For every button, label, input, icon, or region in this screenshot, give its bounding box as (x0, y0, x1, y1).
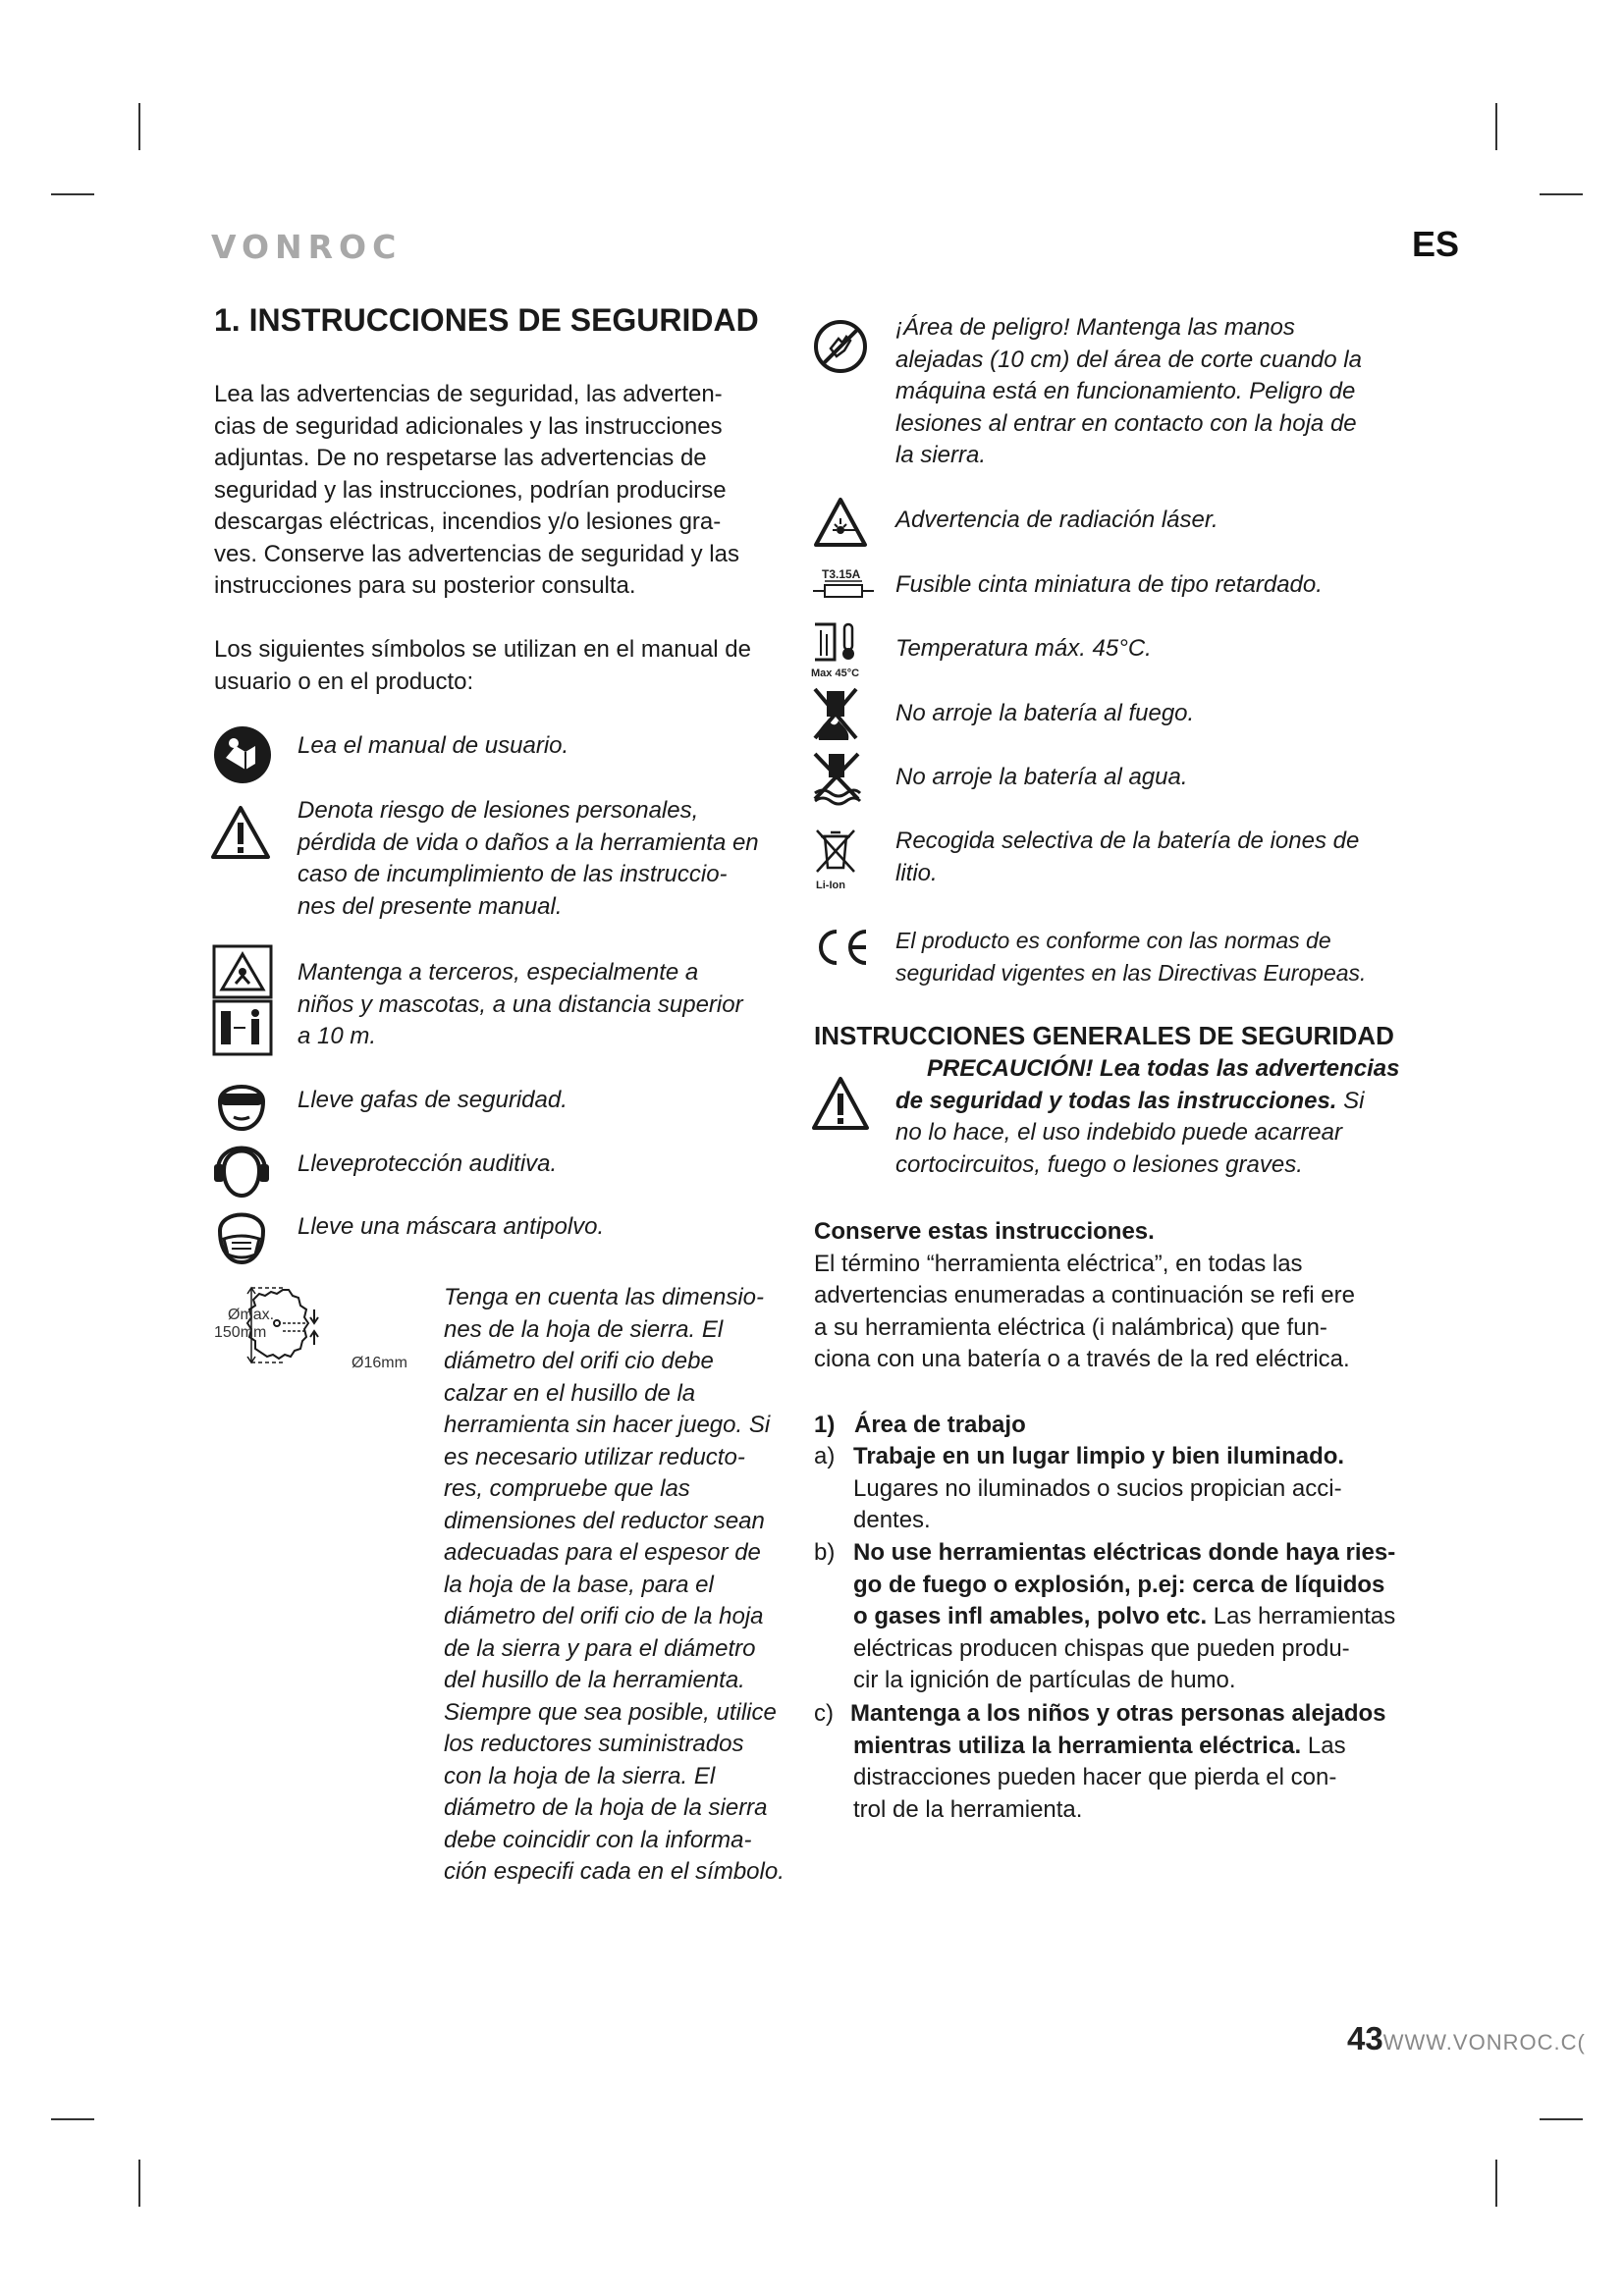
max-temperature-icon (811, 620, 866, 667)
crop-mark (1495, 103, 1497, 150)
weee-bin-icon (813, 827, 858, 876)
general-safety-title: INSTRUCCIONES GENERALES DE SEGURIDAD (814, 1021, 1394, 1050)
page-footer (1347, 2020, 1586, 2057)
item-label: a) (814, 1443, 836, 1469)
symbol-text: No arroje la batería al fuego. (895, 700, 1195, 726)
crop-mark (138, 2160, 140, 2207)
crop-mark (51, 193, 94, 195)
symbol-text: Lea el manual de usuario. (298, 732, 569, 759)
intro-paragraph: Lea las advertencias de seguridad, las adverten- cias de seguridad adicionales y las instrucciones adjuntas. De no respetarse las advertencias de seguridad y las instrucciones, podrían producirse descargas eléctricas, incendios y/o lesiones gra- ves. Conserve las advertencias de seguridad y las instrucciones para su posterior consulta. (214, 381, 739, 599)
keep-distance-icon (212, 944, 273, 1056)
item-label: b) (814, 1539, 836, 1566)
symbol-text: El producto es conforme con las normas de seguridad vigentes en las Directivas Europeas. (895, 928, 1367, 986)
temp-label: Max 45°C (811, 667, 860, 679)
section-heading: Área de trabajo (854, 1412, 1026, 1438)
warning-triangle-icon (210, 805, 271, 860)
caution-text: PRECAUCIÓN! Lea todas las advertencias de seguridad y todas las instrucciones. Si no lo hace, el uso indebido puede acarrear cortocircuitos, fuego o lesiones graves. (895, 1055, 1400, 1178)
section-title: 1. INSTRUCCIONES DE SEGURIDAD (214, 302, 759, 338)
crop-mark (1495, 2160, 1497, 2207)
symbols-intro: Los siguientes símbolos se utilizan en el manual de usuario o en el producto: (214, 636, 751, 695)
crop-mark (138, 103, 140, 150)
brand-logo: VONROC (211, 228, 403, 266)
symbol-text: Temperatura máx. 45°C. (895, 635, 1152, 662)
symbol-text: Lleve gafas de seguridad. (298, 1087, 568, 1113)
symbol-text: Mantenga a terceros, especialmente a niños y mascotas, a una distancia superior a 10 m. (298, 959, 743, 1049)
page-number: 43 (1347, 2020, 1383, 2056)
no-water-battery-icon (811, 750, 862, 807)
crop-mark (1540, 2118, 1583, 2120)
item-label: c) (814, 1700, 834, 1727)
blade-label-150: 150mm (214, 1324, 267, 1341)
no-fire-battery-icon (811, 685, 860, 742)
language-code: ES (1412, 224, 1460, 264)
website-url: WWW.VONROC.C( (1382, 2030, 1586, 2055)
keep-instructions: Conserve estas instrucciones. El término “herramienta eléctrica”, en todas las advertencias enumeradas a continuación se refi ere a su herramienta eléctrica (i nalámbrica) que fun- ciona con una batería o a través de la red eléctrica. (814, 1218, 1355, 1372)
dust-mask-icon (214, 1203, 269, 1264)
section-number: 1) (814, 1412, 836, 1438)
hands-away-icon (813, 319, 868, 374)
symbol-text: Denota riesgo de lesiones personales, pérdida de vida o daños a la herramienta en caso de incumplimiento de las instruccio- nes del presente manual. (298, 797, 759, 920)
ce-mark-icon (811, 927, 872, 968)
blade-instructions: Tenga en cuenta las dimensio- nes de la hoja de sierra. El diámetro del orifi cio debe calzar en el husillo de la herramienta sin hacer juego. Si es necesario utilizar reducto- res, compruebe que las dimensiones del reductor sean adecuadas para el espesor de la hoja de la base, para el diámetro del orifi cio de la hoja de la sierra y para el diámetro del husillo de la herramienta. Siempre que sea posible, utilice los reductores suministrados con la hoja de la sierra. El diámetro de la hoja de la sierra debe coincidir con la informa- ción especifi cada en el símbolo. (444, 1284, 785, 1885)
crop-mark (51, 2118, 94, 2120)
list-item: Trabaje en un lugar limpio y bien iluminado. Lugares no iluminados o sucios propician acci- dentes. (853, 1443, 1345, 1533)
blade-label-16: Ø16mm (352, 1355, 407, 1371)
safety-goggles-icon (214, 1072, 269, 1131)
list-item: No use herramientas eléctricas donde haya ries- go de fuego o explosión, p.ej: cerca de líquidos o gases infl amables, polvo etc. Las herramientas eléctricas producen chispas que pueden produ- cir la ignición de partículas de humo. (853, 1539, 1396, 1693)
crop-mark (1540, 193, 1583, 195)
read-manual-icon (212, 724, 273, 785)
symbol-text: Advertencia de radiación láser. (895, 507, 1218, 533)
warning-triangle-icon (811, 1076, 870, 1131)
symbol-text: No arroje la batería al agua. (895, 764, 1188, 790)
laser-warning-icon (813, 497, 868, 548)
fuse-label: T3.15A (822, 567, 861, 581)
symbol-text: Lleve una máscara antipolvo. (298, 1213, 605, 1240)
ear-protection-icon (212, 1139, 271, 1198)
symbol-text: ¡Área de peligro! Mantenga las manos alejadas (10 cm) del área de corte cuando la máquina está en funcionamiento. Peligro de lesiones al entrar en contacto con la hoja de la sierra. (895, 314, 1362, 468)
symbol-text: Fusible cinta miniatura de tipo retardado. (895, 571, 1323, 598)
symbol-text: Lleveprotección auditiva. (298, 1150, 558, 1177)
list-item: Mantenga a los niños y otras personas alejados mientras utiliza la herramienta eléctrica. Las distracciones pueden hacer que pierda el con- trol de la herramienta. (850, 1700, 1386, 1823)
symbol-text: Recogida selectiva de la batería de iones de litio. (895, 828, 1360, 886)
blade-label-max: Ømax. (228, 1307, 275, 1323)
liion-label: Li-Ion (816, 880, 845, 891)
